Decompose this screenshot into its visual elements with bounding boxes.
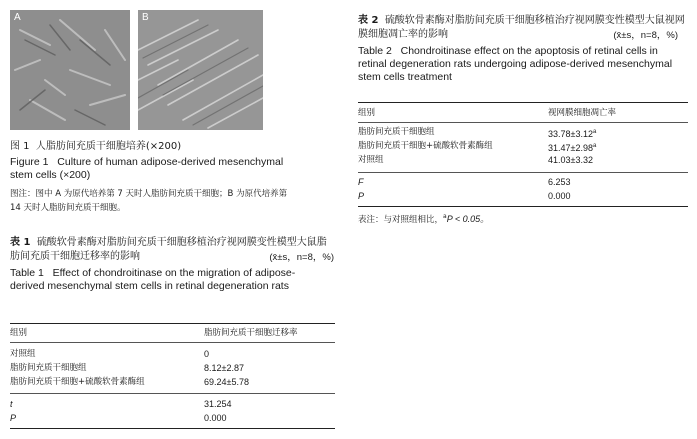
table2-row-1-value <box>548 140 596 154</box>
table1-title-en <box>10 267 320 293</box>
figure1-caption-en <box>10 156 295 182</box>
table2-stat1-value: 6.253 <box>548 177 571 187</box>
table2-stat1-label: F <box>358 177 364 187</box>
table2-row-2-group: 对照组 <box>358 155 384 165</box>
figure1-panel-a <box>10 10 130 130</box>
figure1-title-cn: 人脂肪间充质干细胞培养(×200) <box>35 141 182 152</box>
figure1-title-en: Culture of human adipose-derived mesenchymal stem cells (×200) <box>10 156 284 181</box>
table2-header-rule <box>358 122 688 123</box>
table2-footnote <box>358 211 489 226</box>
table2-title-en <box>358 45 678 84</box>
table1-row-2-value: 69.24±5.78 <box>204 377 249 387</box>
table1-row-1-value: 8.12±2.87 <box>204 363 244 373</box>
figure1-number-cn: 图 1 <box>10 141 30 152</box>
table2-row-0-value-text: 33.78±3.12 <box>548 129 593 139</box>
table1-title-cn-text: 硫酸软骨素酶对脂肪间充质干细胞移植治疗视网膜变性模型大鼠脂肪间充质干细胞迁移率的影响 <box>10 237 327 262</box>
table2-top-rule <box>358 102 688 103</box>
panel-a-label: A <box>14 12 21 23</box>
table2-row-1-group: 脂肪间充质干细胞+硫酸软骨素酶组 <box>358 141 493 151</box>
table1-header-value: 脂肪间充质干细胞迁移率 <box>204 328 298 338</box>
table1-row-2-group: 脂肪间充质干细胞+硫酸软骨素酶组 <box>10 377 145 387</box>
panel-b-label: B <box>142 12 149 23</box>
table2-row-1-value-text: 31.47±2.98 <box>548 143 593 153</box>
cell-micrograph-a <box>10 10 130 130</box>
table1-number-cn: 表 1 <box>10 237 31 248</box>
figure1-panel-b <box>138 10 263 130</box>
table2-number-cn: 表 2 <box>358 15 379 26</box>
table2-title-en-text: Chondroitinase effect on the apoptosis of retinal cells in retinal degeneration rats undergoing adipose-derived mesenchymal stem cells treatment <box>358 45 673 83</box>
figure1-number-en: Figure 1 <box>10 156 49 168</box>
table1-stat-note: (x̄±s，n=8，%) <box>269 252 334 263</box>
table1-title-en-text: Effect of chondroitinase on the migration of adipose-derived mesenchymal stem cells in retinal degeneration rats <box>10 267 296 292</box>
figure1-caption-cn <box>10 140 290 153</box>
table2-number-en: Table 2 <box>358 45 392 57</box>
table1-stat2-label: P <box>10 413 17 423</box>
table2-footnote-pre: 表注：与对照组相比， <box>358 214 444 225</box>
table2-stat-rule <box>358 172 688 173</box>
table2-footnote-sup: a <box>443 213 447 220</box>
table1-row-0-value: 0 <box>204 349 210 359</box>
table1-stat1-label: t <box>10 399 13 409</box>
table1-number-en: Table 1 <box>10 267 44 279</box>
table2-row-0-sup: a <box>592 129 597 135</box>
table1-stat-rule <box>10 393 335 394</box>
table2-stat-note: (x̄±s，n=8，%) <box>613 30 678 41</box>
table2-stat2-label: P <box>358 191 365 201</box>
table2-footnote-post: P < 0.05。 <box>446 213 490 224</box>
table2-bottom-rule <box>358 206 688 207</box>
table2-stat2-value: 0.000 <box>548 191 571 201</box>
table1-top-rule <box>10 323 335 324</box>
table2-row-0-value <box>548 126 596 140</box>
table2-title-cn-text: 硫酸软骨素酶对脂肪间充质干细胞移植治疗视网膜变性模型大鼠视网膜细胞凋亡率的影响 <box>358 15 685 40</box>
table1-row-1-group: 脂肪间充质干细胞组 <box>10 363 87 373</box>
table1-stat2-value: 0.000 <box>204 413 227 423</box>
figure1-note: 图注：图中 A 为原代培养第 7 天时人脂肪间充质干细胞；B 为原代培养第 14 天时人脂肪间充质干细胞。 <box>10 189 288 213</box>
table1-bottom-rule <box>10 428 335 429</box>
cell-micrograph-b <box>138 10 263 130</box>
table2-header-value: 视网膜细胞凋亡率 <box>548 108 617 118</box>
table1-row-0-group: 对照组 <box>10 349 36 359</box>
table2-row-0-group: 脂肪间充质干细胞组 <box>358 127 435 137</box>
table1-header-group: 组别 <box>10 328 28 338</box>
table2-row-2-value: 41.03±3.32 <box>548 155 593 165</box>
table1-header-rule <box>10 342 335 343</box>
table2-row-1-sup: a <box>592 143 597 149</box>
table2-header-group: 组别 <box>358 108 376 118</box>
table1-stat1-value: 31.254 <box>204 399 232 409</box>
